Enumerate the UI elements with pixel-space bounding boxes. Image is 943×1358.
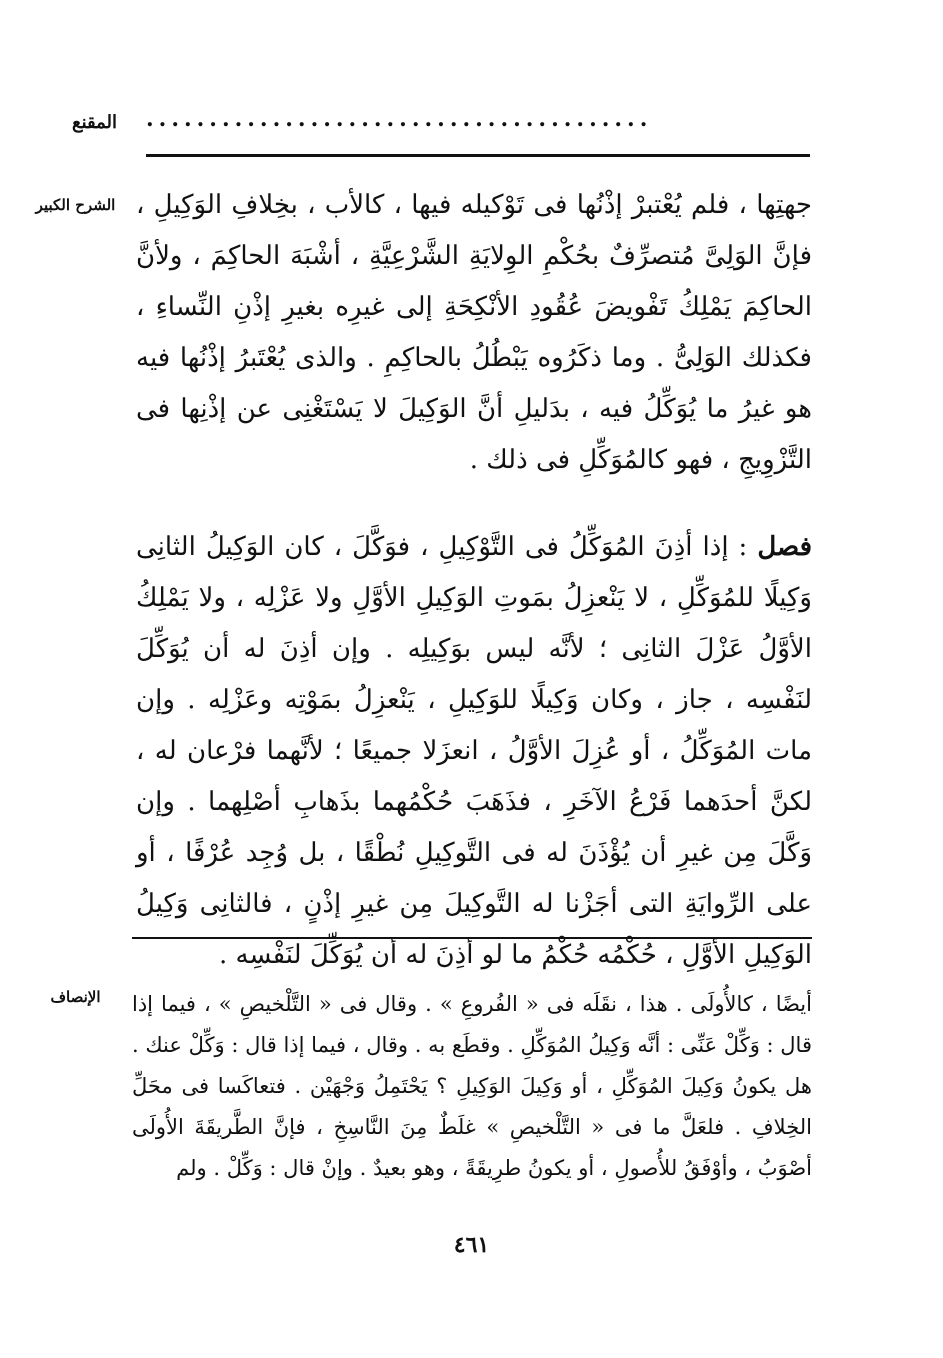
header-rule <box>146 154 810 157</box>
page-number: ٤٦١ <box>453 1232 490 1258</box>
commentary-margin-label: الشرح الكبير <box>35 196 116 214</box>
header-dotted-leader: ........................................ <box>146 106 653 132</box>
main-paragraph-1: جهتِها ، فلم يُعْتبرْ إذْنُها فى تَوْكيله فيها ، كالأب ، بخِلافِ الوَكِيلِ ، فإنَّ الوَلِىَّ مُتصرِّفٌ بحُكْمِ الوِلايَةِ الشَّرْعِيَّةِ ، أشْبَهَ الحاكِمَ ، ولأنَّ الحاكِمَ يَمْلِكُ تَفْويضَ عُقُودِ الأنْكِحَةِ إلى غيرِه بغيرِ إذْنِ النِّساءِ ، فكذلك الوَلِىُّ . وما ذكَرُوه يَبْطُلُ بالحاكِمِ . والذى يُعْتَبرُ إذْنُها فيه هو غيرُ ما يُوَكِّلُ فيه ، بدَليلِ أنَّ الوَكِيلَ لا يَسْتَغْنِى عن إذْنِها فى التَّزْوِيجِ ، فهو كالمُوَكِّلِ فى ذلك . <box>136 190 812 475</box>
main-text-block <box>136 180 812 981</box>
insaf-margin-label: الإنصاف <box>50 988 101 1006</box>
book-title: المقنع <box>72 112 118 133</box>
main-paragraph-2 <box>136 522 812 981</box>
section-divider <box>132 937 812 939</box>
section-heading-fasl: فصل <box>757 532 813 562</box>
insaf-text-block <box>132 984 812 1189</box>
main-paragraph-2-body: : إذا أذِنَ المُوَكِّلُ فى التَّوْكِيلِ ، فوَكَّلَ ، كان الوَكِيلُ الثانِى وَكِيلًا للمُوَكِّلِ ، لا يَنْعزِلُ بمَوتِ الوَكِيلِ الأوَّلِ ولا عَزْلِه ، ولا يَمْلِكُ الأوَّلُ عَزْلَ الثانِى ؛ لأنَّه ليس بوَكِيلِه . وإن أذِنَ له أن يُوَكِّلَ لنَفْسِه ، جاز ، وكان وَكِيلًا للوَكِيلِ ، يَنْعزِلُ بمَوْتِه وعَزْلِه . وإن مات المُوَكِّلُ ، أو عُزِلَ الأوَّلُ ، انعزَلا جميعًا ؛ لأنَّهما فرْعان له ، لكنَّ أحدَهما فَرْعُ الآخَرِ ، فذَهَبَ حُكْمُهما بذَهابِ أصْلِهما . وإن وَكَّلَ مِن غيرِ أن يُؤْذَنَ له فى التَّوكِيلِ نُطْقًا ، بل وُجِد عُرْفًا ، أو على الرِّوايَةِ التى أجَزْنا له التَّوكِيلَ مِن غيرِ إذْنٍ ، فالثانِى وَكِيلُ الوَكِيلِ الأوَّلِ ، حُكْمُه حُكْمُ ما لو أذِنَ له أن يُوَكِّلَ لنَفْسِه . <box>136 532 812 970</box>
insaf-paragraph: أيضًا ، كالأُولَى . هذا ، نقَلَه فى « الفُروعِ » . وقال فى « التَّلْخيصِ » ، فيما إذا قال : وَكِّلْ عَنِّى : أنَّه وَكِيلُ المُوَكِّلِ . وقطَع به . وقال ، فيما إذا قال : وَكِّلْ عنك . هل يكونُ وَكِيلَ المُوَكِّلِ ، أو وَكِيلَ الوَكِيلِ ؟ يَحْتَمِلُ وَجْهَيْن . فتعاكَسا فى محَلِّ الخِلافِ . فلعَلَّ ما فى « التَّلْخيصِ » غلَطٌ مِنَ النَّاسِخِ ، فإنَّ الطَّريقَةَ الأُولَى أصْوَبُ ، وأوْفَقُ للأُصولِ ، أو يكونُ طرِيقَةً ، وهو بعيدٌ . وإنْ قال : وَكِّلْ . ولم <box>132 992 812 1180</box>
